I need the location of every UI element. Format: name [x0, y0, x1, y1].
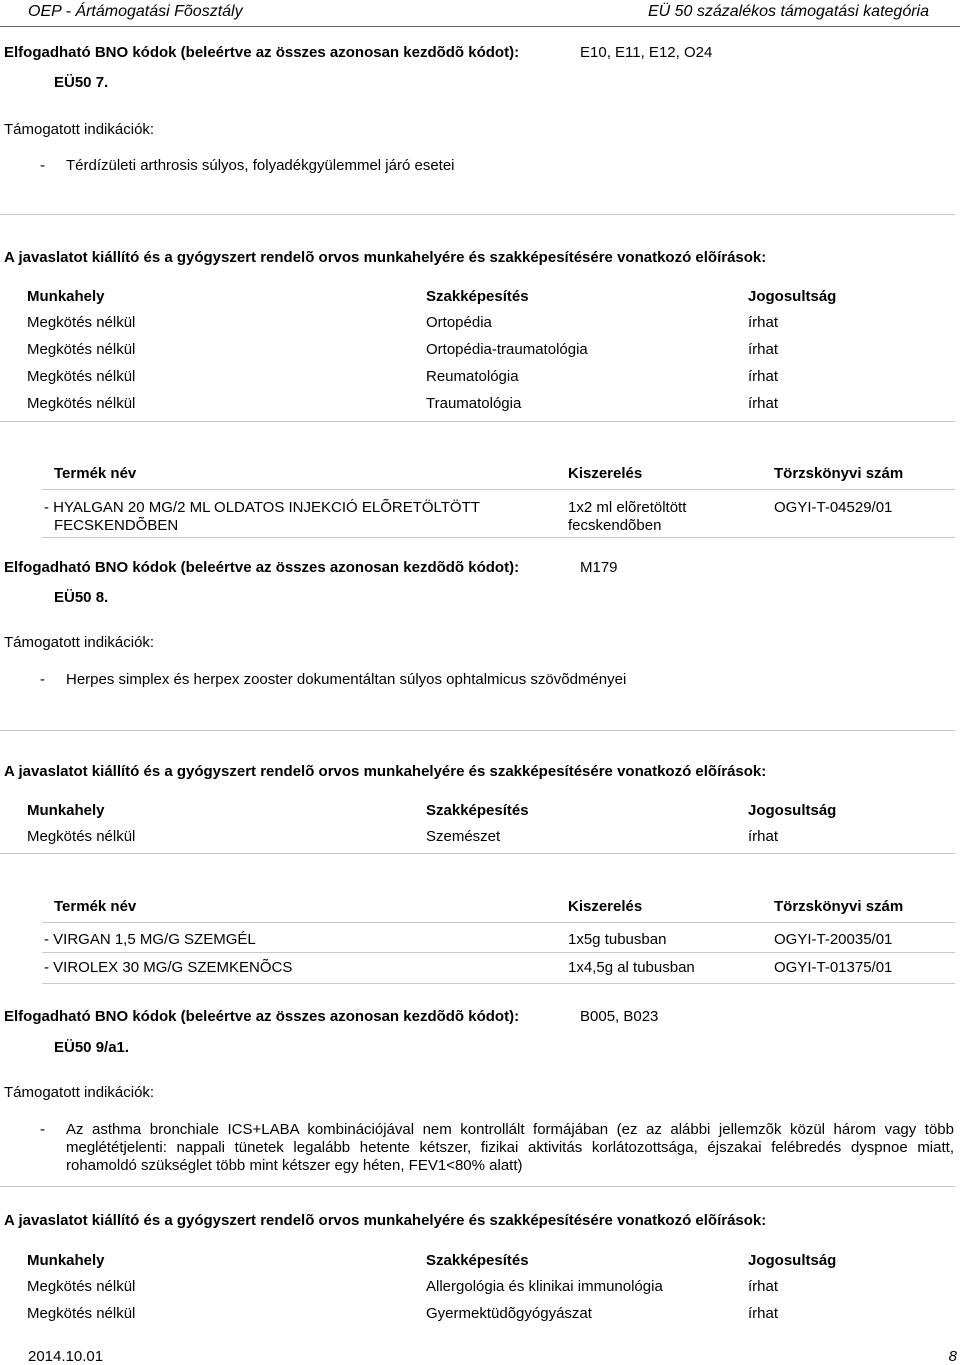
col-reg: Törzskönyvi szám — [774, 898, 904, 915]
section-title: EÜ50 8. — [54, 589, 109, 606]
prescriber-specialty: Szemészet — [426, 828, 501, 845]
col-right: Jogosultság — [748, 288, 837, 305]
prescriber-workplace: Megkötés nélkül — [27, 368, 136, 385]
product-name: - VIRGAN 1,5 MG/G SZEMGÉL — [44, 931, 256, 948]
product-pack: 1x2 ml elõretöltött — [568, 499, 687, 516]
section-divider — [0, 214, 955, 215]
prescriber-right: írhat — [748, 341, 779, 358]
prescriber-right: írhat — [748, 368, 779, 385]
col-right: Jogosultság — [748, 1252, 837, 1269]
prescriber-workplace: Megkötés nélkül — [27, 828, 136, 845]
indication-dash: - — [40, 157, 45, 174]
indication-item: Herpes simplex és herpex zooster dokumentáltan súlyos ophtalmicus szövõdményei — [66, 671, 627, 688]
indications-label: Támogatott indikációk: — [4, 1084, 155, 1101]
col-right: Jogosultság — [748, 802, 837, 819]
col-workplace: Munkahely — [27, 288, 105, 305]
col-workplace: Munkahely — [27, 1252, 105, 1269]
product-name: - VIROLEX 30 MG/G SZEMKENÕCS — [44, 959, 293, 976]
product-name: - HYALGAN 20 MG/2 ML OLDATOS INJEKCIÓ ELÕRETÖLTÖTT — [44, 499, 480, 516]
prescriber-specialty: Reumatológia — [426, 368, 519, 385]
indication-item: Az asthma bronchiale ICS+LABA kombinációjával nem kontrollált formájában (ez az alábbi jellemzõk közül három vagy több meglététjelenti: nappali tünetek legalább hetente kétszer, fizikai aktivitás korlátozottsága, éjszakai felébredés dyspnoe miatt, rohamoldó szükséglet több mint kétszer egy héten, FEV1<80% alatt) — [66, 1121, 954, 1174]
bno-label: Elfogadható BNO kódok (beleértve az összes azonosan kezdõdõ kódot): — [4, 559, 520, 576]
section-title: EÜ50 7. — [54, 74, 109, 91]
bno-codes: M179 — [580, 559, 618, 576]
col-workplace: Munkahely — [27, 802, 105, 819]
prescriber-specialty: Allergológia és klinikai immunológia — [426, 1278, 663, 1295]
section-title: EÜ50 9/a1. — [54, 1039, 130, 1056]
prescriber-specialty: Traumatológia — [426, 395, 522, 412]
header-divider — [0, 26, 960, 27]
prescriber-right: írhat — [748, 395, 779, 412]
prescriber-heading: A javaslatot kiállító és a gyógyszert rendelõ orvos munkahelyére és szakképesítésére vonatkozó elõírások: — [4, 249, 767, 266]
product-name-cont: FECSKENDÕBEN — [54, 517, 179, 534]
col-specialty: Szakképesítés — [426, 1252, 529, 1269]
product-reg: OGYI-T-20035/01 — [774, 931, 893, 948]
section-divider — [0, 1186, 955, 1187]
page-number: 8 — [948, 1348, 957, 1365]
table-divider — [0, 421, 955, 422]
product-pack: 1x5g tubusban — [568, 931, 667, 948]
header-right: EÜ 50 százalékos támogatási kategória — [647, 3, 929, 20]
col-reg: Törzskönyvi szám — [774, 465, 904, 482]
product-pack: 1x4,5g al tubusban — [568, 959, 695, 976]
product-row-divider — [42, 952, 955, 953]
indication-dash: - — [40, 671, 45, 688]
col-pack: Kiszerelés — [568, 465, 643, 482]
col-product: Termék név — [54, 465, 137, 482]
product-row-divider — [42, 983, 955, 984]
prescriber-workplace: Megkötés nélkül — [27, 395, 136, 412]
indication-dash: - — [40, 1121, 45, 1138]
prescriber-right: írhat — [748, 314, 779, 331]
bno-codes: E10, E11, E12, O24 — [580, 44, 713, 61]
prescriber-specialty: Gyermektüdõgyógyászat — [426, 1305, 592, 1322]
prescriber-heading: A javaslatot kiállító és a gyógyszert rendelõ orvos munkahelyére és szakképesítésére vonatkozó elõírások: — [4, 1212, 767, 1229]
product-row-divider — [42, 537, 955, 538]
prescriber-heading: A javaslatot kiállító és a gyógyszert rendelõ orvos munkahelyére és szakképesítésére vonatkozó elõírások: — [4, 763, 767, 780]
product-header-divider — [42, 922, 955, 923]
product-reg: OGYI-T-04529/01 — [774, 499, 893, 516]
prescriber-specialty: Ortopédia — [426, 314, 492, 331]
product-reg: OGYI-T-01375/01 — [774, 959, 893, 976]
indication-item: Térdízületi arthrosis súlyos, folyadékgyülemmel járó esetei — [66, 157, 455, 174]
indications-label: Támogatott indikációk: — [4, 121, 155, 138]
bno-codes: B005, B023 — [580, 1008, 659, 1025]
section-divider — [0, 730, 955, 731]
col-specialty: Szakképesítés — [426, 288, 529, 305]
prescriber-right: írhat — [748, 1305, 779, 1322]
product-header-divider — [42, 489, 955, 490]
prescriber-specialty: Ortopédia-traumatológia — [426, 341, 588, 358]
indications-label: Támogatott indikációk: — [4, 634, 155, 651]
prescriber-workplace: Megkötés nélkül — [27, 341, 136, 358]
col-specialty: Szakképesítés — [426, 802, 529, 819]
prescriber-workplace: Megkötés nélkül — [27, 1278, 136, 1295]
bno-label: Elfogadható BNO kódok (beleértve az összes azonosan kezdõdõ kódot): — [4, 1008, 520, 1025]
prescriber-workplace: Megkötés nélkül — [27, 1305, 136, 1322]
prescriber-right: írhat — [748, 828, 779, 845]
col-product: Termék név — [54, 898, 137, 915]
product-pack-cont: fecskendõben — [568, 517, 662, 534]
footer-date: 2014.10.01 — [28, 1348, 104, 1365]
prescriber-right: írhat — [748, 1278, 779, 1295]
table-divider — [0, 853, 955, 854]
bno-label: Elfogadható BNO kódok (beleértve az összes azonosan kezdõdõ kódot): — [4, 44, 520, 61]
col-pack: Kiszerelés — [568, 898, 643, 915]
prescriber-workplace: Megkötés nélkül — [27, 314, 136, 331]
header-left: OEP - Ártámogatási Fõosztály — [28, 3, 243, 20]
